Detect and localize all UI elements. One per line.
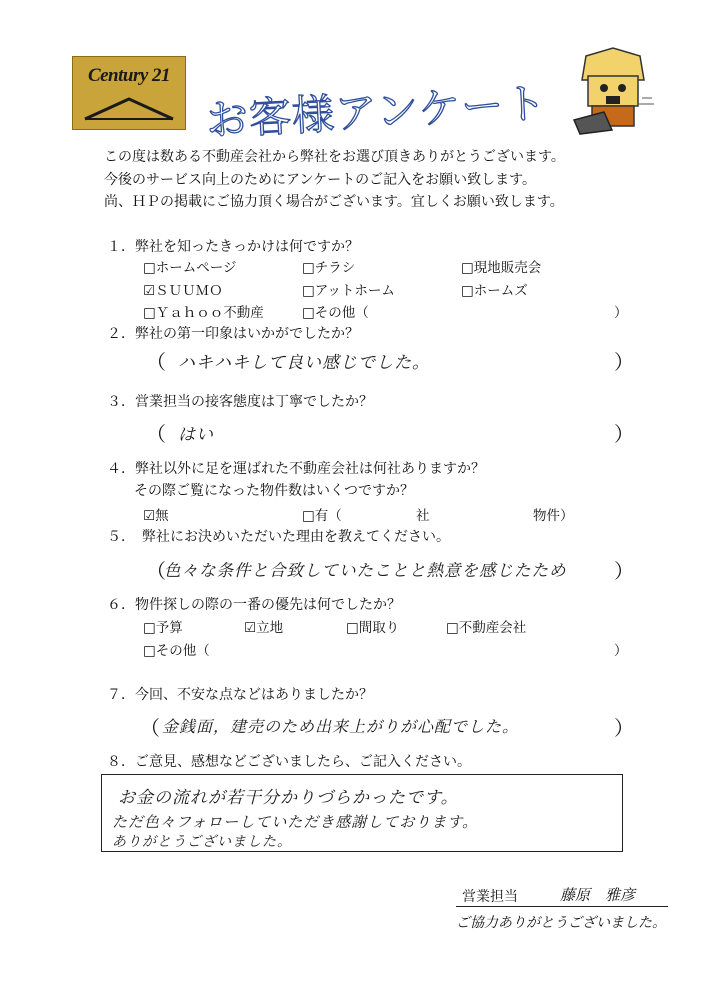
intro-line-1: この度は数ある不動産会社から弊社をお選び頂きありがとうございます。 [104, 149, 565, 165]
q1-option-other[interactable] [302, 301, 369, 321]
century21-logo [72, 56, 186, 130]
checkbox-icon: □ [143, 643, 156, 659]
checked-checkbox-icon: ☑ [244, 620, 257, 636]
q6-option-other[interactable] [143, 639, 210, 659]
checkbox-icon: □ [302, 283, 315, 299]
option-label: ホームページ [155, 260, 237, 276]
option-label: Ｙａｈｏｏ不動産 [155, 305, 264, 321]
q1-option-open-house[interactable] [461, 256, 541, 276]
page-title: お客様アンケート [204, 78, 549, 145]
q1-option-homes[interactable] [461, 279, 528, 299]
option-label: 無 [155, 508, 169, 524]
q1-close-paren: ） [614, 305, 628, 321]
option-label: 立地 [256, 620, 284, 636]
q6-option-agency[interactable] [446, 616, 526, 636]
q1-question: １．弊社を知ったきっかけは何ですか？ [107, 239, 359, 255]
q3-close-paren: ） [614, 422, 634, 446]
q2-answer[interactable]: ハキハキして良い感じでした。 [178, 353, 430, 373]
q5-close-paren: ） [614, 559, 634, 583]
option-label: 有（ [314, 508, 342, 524]
house-roof-icon [83, 95, 175, 121]
q1-option-yahoo[interactable] [143, 301, 264, 321]
thanks-message: ご協力ありがとうございました。 [456, 915, 666, 931]
q6-option-location[interactable] [244, 616, 283, 636]
option-label: 予算 [155, 620, 183, 636]
mascot-icon [568, 46, 658, 136]
staff-label: 営業担当 [462, 889, 518, 905]
staff-underline [456, 906, 668, 907]
checkbox-icon: □ [302, 508, 315, 524]
checkbox-icon: □ [143, 620, 156, 636]
option-label: アットホーム [314, 283, 395, 299]
checkbox-icon: □ [446, 620, 459, 636]
checked-checkbox-icon: ☑ [143, 508, 156, 524]
q4-unit-property: 物件） [533, 508, 574, 524]
logo-text: Century 21 [87, 65, 171, 86]
q7-answer[interactable]: 金銭面，建売のため出来上がりが心配でした。 [162, 717, 520, 736]
q4-question: ４．弊社以外に足を運ばれた不動産会社は何社ありますか？ [107, 461, 485, 477]
checked-checkbox-icon: ☑ [143, 283, 156, 299]
q1-option-suumo[interactable] [143, 279, 223, 299]
q1-option-athome[interactable] [302, 279, 395, 299]
q6-question: ６．物件探しの際の一番の優先は何でしたか？ [107, 597, 401, 613]
q3-question: ３．営業担当の接客態度は丁寧でしたか？ [107, 394, 373, 410]
staff-name: 藤原 雅彦 [560, 886, 636, 904]
q7-close-paren: ） [614, 716, 634, 740]
q5-question: ５． 弊社にお決めいただいた理由を教えてください。 [107, 529, 450, 545]
checkbox-icon: □ [346, 620, 359, 636]
q6-option-layout[interactable] [346, 616, 399, 636]
intro-line-3: 尚、ＨＰの掲載にご協力頂く場合がございます。宜しくお願い致します。 [104, 194, 564, 210]
q4-option-yes[interactable] [302, 504, 342, 524]
comment-box[interactable] [101, 774, 623, 852]
q3-answer[interactable]: はい [178, 425, 214, 445]
checkbox-icon: □ [302, 260, 315, 276]
q4-question-2: その際ご覧になった物件数はいくつですか？ [134, 483, 414, 499]
q2-close-paren: ） [614, 350, 634, 374]
option-label: その他（ [314, 305, 369, 321]
option-label: 間取り [358, 620, 400, 636]
option-label: その他（ [155, 643, 210, 659]
q3-open-paren: （ [146, 422, 166, 446]
checkbox-icon: □ [302, 305, 315, 321]
comment-line-1: お金の流れが若干分かりづらかったです。 [118, 788, 459, 808]
option-label: チラシ [314, 260, 356, 276]
intro-line-2: 今後のサービス向上のためにアンケートのご記入をお願い致します。 [104, 172, 537, 188]
q5-open-paren: （ [146, 559, 166, 583]
q8-question: ８．ご意見、感想などございましたら、ご記入ください。 [107, 754, 471, 770]
q4-option-none[interactable] [143, 504, 169, 524]
checkbox-icon: □ [143, 305, 156, 321]
q7-open-paren: （ [140, 716, 160, 740]
option-label: ＳＵＵＭＯ [155, 283, 223, 299]
q5-answer[interactable]: 色々な条件と合致していたことと熱意を感じたため [164, 561, 567, 580]
q7-question: ７．今回、不安な点などはありましたか？ [107, 687, 373, 703]
comment-line-3: ありがとうございました。 [112, 834, 292, 850]
q2-open-paren: （ [146, 350, 166, 374]
checkbox-icon: □ [143, 260, 156, 276]
checkbox-icon: □ [461, 283, 474, 299]
option-label: 現地販売会 [473, 260, 542, 276]
q6-option-budget[interactable] [143, 616, 183, 636]
comment-line-2: ただ色々フォローしていただき感謝しております。 [112, 813, 479, 831]
q1-option-homepage[interactable] [143, 256, 237, 276]
q6-close-paren: ） [614, 643, 628, 659]
option-label: ホームズ [473, 283, 528, 299]
q4-unit-company: 社 [416, 508, 430, 524]
q2-question: ２．弊社の第一印象はいかがでしたか？ [107, 326, 359, 342]
checkbox-icon: □ [461, 260, 474, 276]
option-label: 不動産会社 [458, 620, 527, 636]
q1-option-flyer[interactable] [302, 256, 355, 276]
